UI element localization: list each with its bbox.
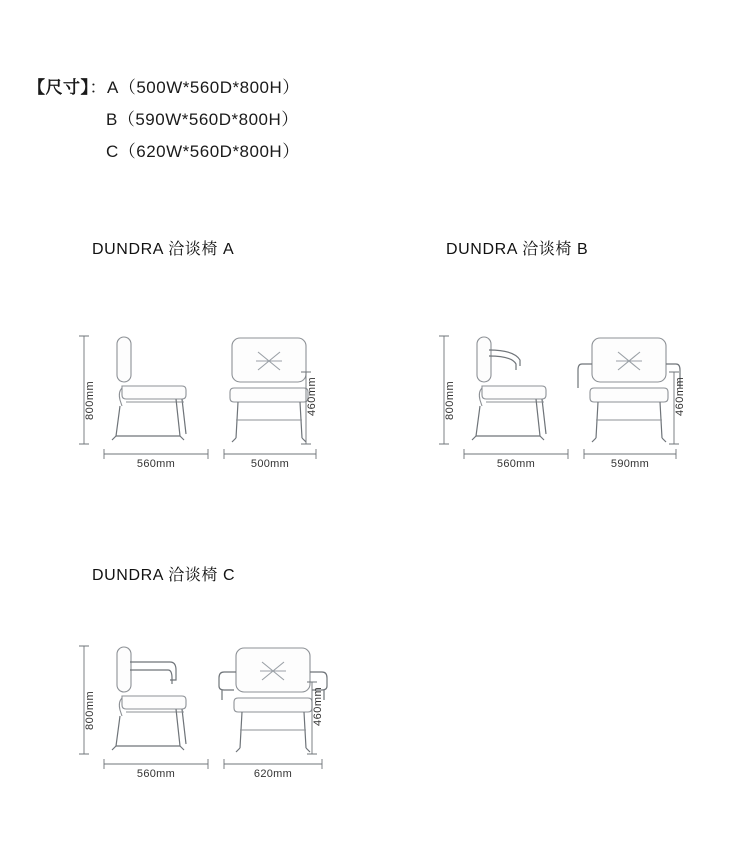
spec-text-a: ：A（500W*560D*800H）: [89, 78, 300, 97]
chair-b-side-height-label: 800mm: [444, 380, 456, 420]
group-title-b: DUNDRA 洽谈椅 B: [446, 241, 589, 258]
spec-label: 【尺寸】: [28, 78, 90, 97]
chair-b-side-depth-label: 560mm: [496, 458, 536, 470]
chair-c-front-width-dimline: [222, 758, 324, 770]
chair-b-side-depth-dimline: [462, 448, 570, 460]
chair-b-side-drawing: [456, 330, 576, 450]
product-group-chair-b: [446, 236, 588, 259]
chair-a-side-height-label: 800mm: [84, 380, 96, 420]
chair-c-side-height-label: 800mm: [84, 690, 96, 730]
spec-line-a: [28, 72, 300, 104]
chair-a-side-drawing: [96, 330, 216, 450]
group-title-c: DUNDRA 洽谈椅 C: [92, 567, 236, 584]
spec-line-b: B（590W*560D*800H）: [106, 110, 299, 129]
chair-a-front-width-label: 500mm: [250, 458, 290, 470]
chair-a-front-width-dimline: [222, 448, 318, 460]
chair-a-front-view: [216, 330, 326, 470]
dimension-spec-block: [28, 72, 300, 168]
chair-b-front-width-dimline: [582, 448, 678, 460]
chair-c-front-height-label: 460mm: [312, 686, 324, 726]
chair-c-side-drawing: [96, 640, 216, 760]
chair-b-front-height-label: 460mm: [674, 376, 686, 416]
spec-line-c: C（620W*560D*800H）: [106, 142, 300, 161]
chair-a-side-depth-label: 560mm: [136, 458, 176, 470]
chair-b-front-height-dimline: [666, 370, 682, 446]
chair-b-front-width-label: 590mm: [610, 458, 650, 470]
chair-a-side-view: [84, 330, 216, 470]
chair-c-front-height-dimline: [304, 680, 320, 756]
chair-c-side-height-dimline: [76, 644, 92, 756]
chair-b-front-view: [576, 330, 686, 470]
chair-a-front-height-label: 460mm: [306, 376, 318, 416]
chair-b-side-height-dimline: [436, 334, 452, 446]
chair-c-side-depth-label: 560mm: [136, 768, 176, 780]
chair-a-front-height-dimline: [298, 370, 314, 446]
chair-b-side-view: [444, 330, 576, 470]
chair-c-side-depth-dimline: [102, 758, 210, 770]
chair-a-side-height-dimline: [76, 334, 92, 446]
chair-a-side-depth-dimline: [102, 448, 210, 460]
chair-c-front-view: [216, 640, 332, 780]
group-title-a: DUNDRA 洽谈椅 A: [92, 241, 235, 258]
chair-c-front-width-label: 620mm: [253, 768, 293, 780]
product-group-chair-a: [92, 236, 234, 259]
chair-c-side-view: [84, 640, 216, 780]
product-group-chair-c: [92, 562, 235, 585]
